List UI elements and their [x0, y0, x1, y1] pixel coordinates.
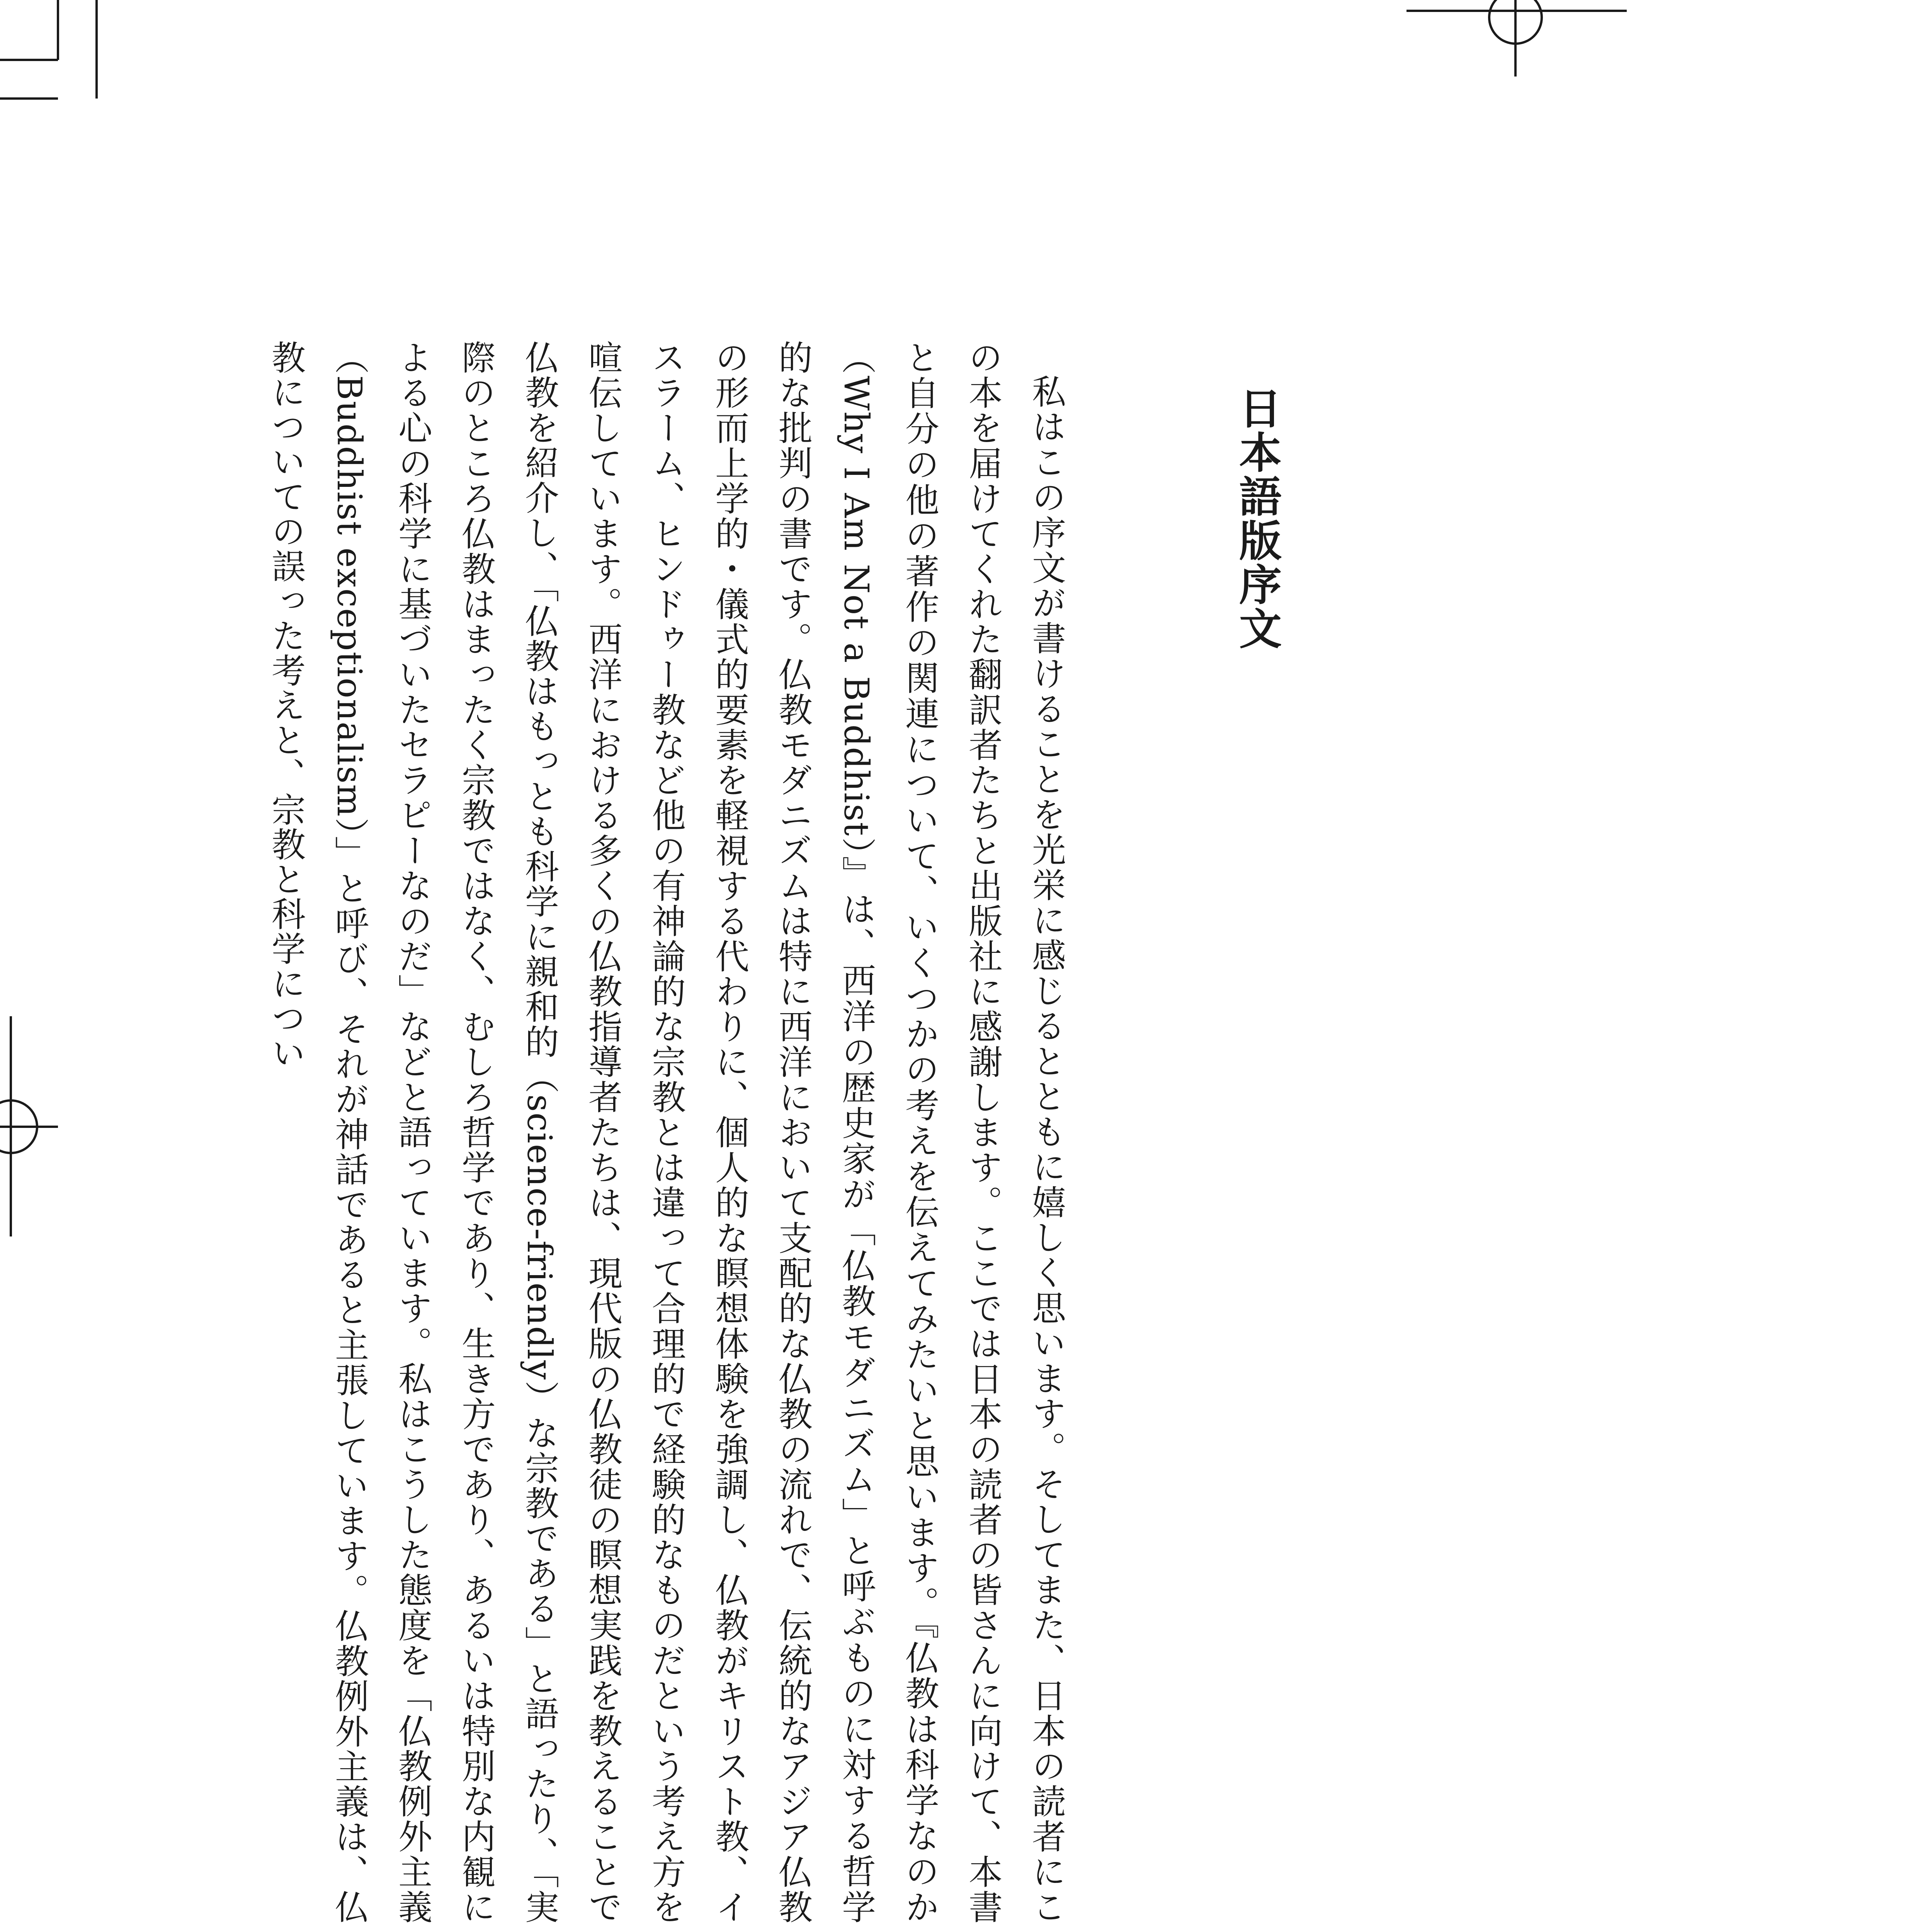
- page-title: 日本語版序文: [1232, 386, 1282, 651]
- preface-body: [267, 340, 1078, 1924]
- rights-block: [1839, 1672, 1932, 1890]
- agency-line: [1839, 1846, 1932, 1890]
- preface-paragraph: 私はこの序文が書けることを光栄に感じるとともに嬉しく思います。そしてまた、日本の読者にこの本を届けてくれた翻訳者たちと出版社に感謝します。ここでは日本の読者の皆さんに向けて、本書と自分の他の著作の関連について、いくつかの考えを伝えてみたいと思います。『仏教は科学なのか（Why I Am Not a Buddhist）』は、西洋の歴史家が「仏教モダニズム」と呼ぶものに対する哲学的な批判の書です。仏教モダニズムは特に西洋において支配的な仏教の流れで、伝統的なアジア仏教の形而上学的・儀式的要素を軽視する代わりに、個人的な瞑想体験を強調し、仏教がキリスト教、イスラーム、ヒンドゥー教など他の有神論的な宗教とは違って合理的で経験的なものだという考え方を喧伝しています。西洋における多くの仏教指導者たちは、現代版の仏教徒の瞑想実践を教えることで仏教を紹介し、「仏教はもっとも科学に親和的（science-friendly）な宗教である」と語ったり、「実際のところ仏教はまったく宗教ではなく、むしろ哲学であり、生き方であり、あるいは特別な内観による心の科学に基づいたセラピーなのだ」などと語っています。私はこうした態度を「仏教例外主義（Buddhist exceptionalism）」と呼び、それが神話であると主張しています。仏教例外主義は、仏教についての誤った考えと、宗教と科学につい: [266, 340, 1066, 1924]
- publisher-line: [1839, 1715, 1932, 1759]
- book-author: [1839, 1594, 1932, 1629]
- copyright-line: [1839, 1672, 1932, 1715]
- book-title: [1839, 1549, 1932, 1589]
- rights-line: [1839, 1759, 1932, 1803]
- credits-block: [1839, 1549, 1932, 1890]
- press-line: [1839, 1803, 1932, 1846]
